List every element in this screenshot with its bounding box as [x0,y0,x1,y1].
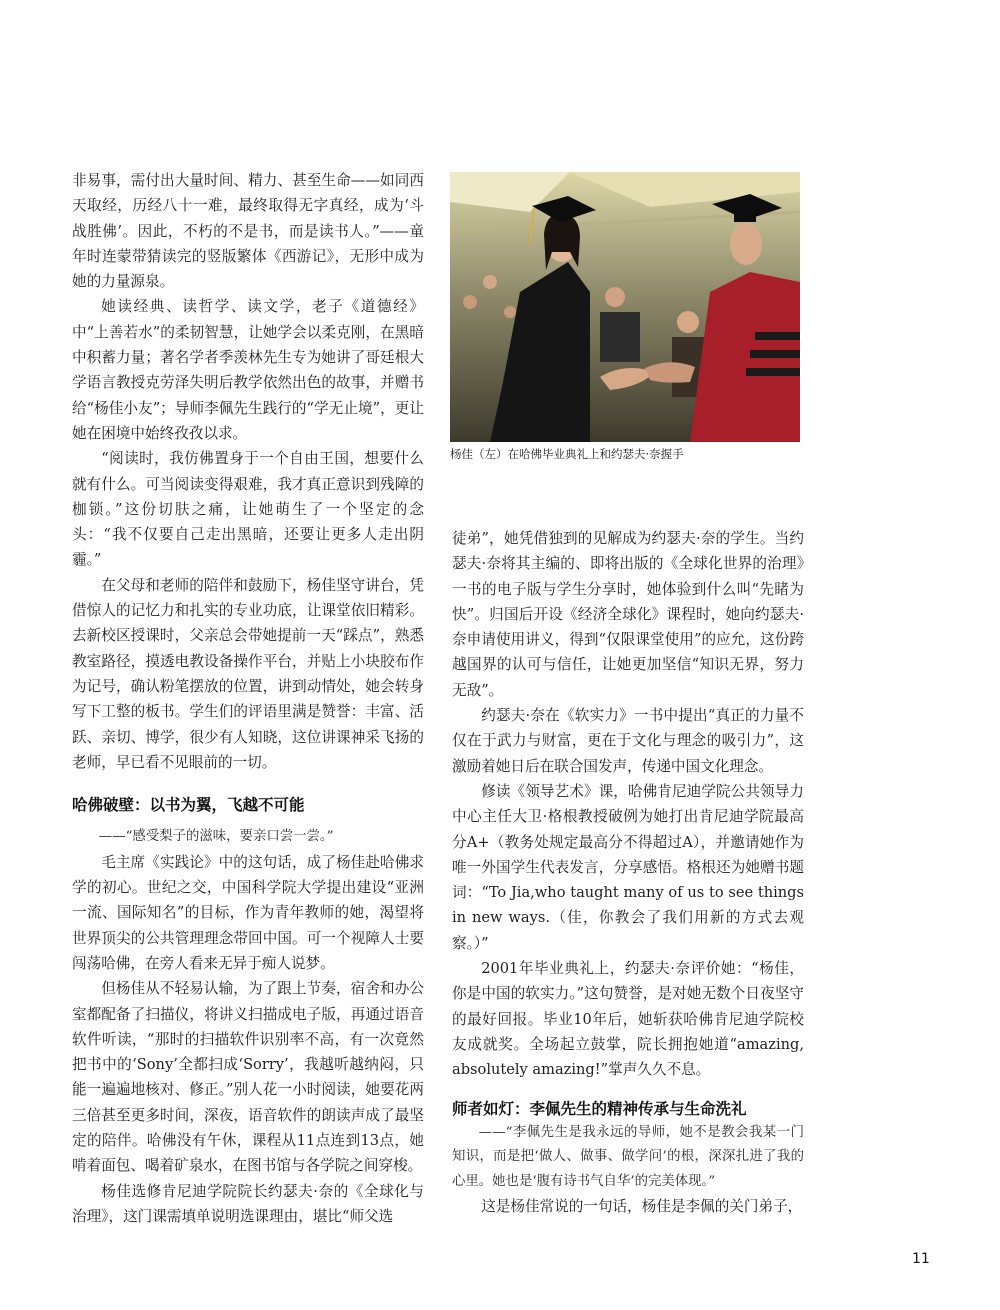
photo-caption: 杨佳（左）在哈佛毕业典礼上和约瑟夫·奈握手 [450,447,684,461]
body-paragraph: 她读经典、读哲学、读文学，老子《道德经》中“上善若水”的柔韧智慧，让她学会以柔克刚，在黑暗中积蓄力量；著名学者季羡林先生专为她讲了哥廷根大学语言教授克劳泽失明后教学依然出色的故事，并赠书给“杨佳小友”；导师李佩先生践行的“学无止境”，更让她在困境中始终孜孜以求。 [72,298,424,442]
section-heading: 师者如灯：李佩先生的精神传承与生命洗礼 [452,1099,747,1118]
section-quote: ——“李佩先生是我永远的导师，她不是教会我某一门知识，而是把‘做人、做事、做学问’的根，深深扎进了我的心里。她也是‘腹有诗书气自华’的完美体现。” [452,1124,804,1189]
body-paragraph: 在父母和老师的陪伴和鼓励下，杨佳坚守讲台，凭借惊人的记忆力和扎实的专业功底，让课堂依旧精彩。去新校区授课时，父亲总会带她提前一天“踩点”，熟悉教室路径，摸透电教设备操作平台，并贴上小块胶布作为记号，确认粉笔摆放的位置，讲到动情处，她会转身写下工整的板书。学生们的评语里满是赞誉：丰富、活跃、亲切、博学，很少有人知晓，这位讲课神采飞扬的老师，早已看不见眼前的一切。 [72,576,424,771]
left-column [72,168,424,1229]
section-heading: 哈佛破壁：以书为翼，飞越不可能 [72,796,305,815]
body-paragraph: 但杨佳从不轻易认输，为了跟上节奏，宿舍和办公室都配备了扫描仪，将讲义扫描成电子版，再通过语音软件听读，“那时的扫描软件识别率不高，有一次竟然把书中的‘Sony’全都扫成‘Sorry’，我越听越纳闷，只能一遍遍地核对、修正。”别人花一小时阅读，她要花两三倍甚至更多时间，深夜，语音软件的朗读声成了最坚定的陪伴。哈佛没有午休，课程从11点连到13点，她啃着面包、喝着矿泉水，在图书馆与各学院之间穿梭。 [72,980,424,1175]
body-paragraph: 2001年毕业典礼上，约瑟夫·奈评价她：“杨佳，你是中国的软实力。”这句赞誉，是对她无数个日夜坚守的最好回报。毕业10年后，她斩获哈佛肯尼迪学院校友成就奖。全场起立鼓掌，院长拥抱她道“amazing, absolutely amazing!”掌声久久不息。 [452,960,804,1079]
body-paragraph: 约瑟夫·奈在《软实力》一书中提出“真正的力量不仅在于武力与财富，更在于文化与理念的吸引力”，这激励着她日后在联合国发声，传递中国文化理念。 [452,707,804,775]
graduation-photo [450,172,800,442]
body-paragraph: 这是杨佳常说的一句话，杨佳是李佩的关门弟子， [481,1198,803,1216]
page-number: 11 [912,1251,930,1267]
right-column [452,526,804,1220]
body-paragraph: 徒弟”，她凭借独到的见解成为约瑟夫·奈的学生。当约瑟夫·奈将其主编的、即将出版的《全球化世界的治理》一书的电子版与学生分享时，她体验到什么叫“先睹为快”。归国后开设《经济全球化》课程时，她向约瑟夫·奈申请使用讲义，得到“仅限课堂使用”的应允，这份跨越国界的认可与信任，让她更加坚信“知识无界，努力无敌”。 [452,530,804,699]
body-paragraph: 杨佳选修肯尼迪学院院长约瑟夫·奈的《全球化与治理》，这门课需填单说明选课理由，堪比“师父选 [72,1182,424,1225]
body-paragraph: 非易事，需付出大量时间、精力、甚至生命——如同西天取经，历经八十一难，最终取得无字真经，成为‘斗战胜佛’。因此，不朽的不是书，而是读书人。”——童年时连蒙带猜读完的竖版繁体《西游记》，无形中成为她的力量源泉。 [72,172,424,291]
body-paragraph: 毛主席《实践论》中的这句话，成了杨佳赴哈佛求学的初心。世纪之交，中国科学院大学提出建设“亚洲一流、国际知名”的目标，作为青年教师的她，渴望将世界顶尖的公共管理理念带回中国。可一个视障人士要闯荡哈佛，在旁人看来无异于痴人说梦。 [72,853,424,972]
body-paragraph: 修读《领导艺术》课，哈佛肯尼迪学院公共领导力中心主任大卫·格根教授破例为她打出肯尼迪学院最高分A+（教务处规定最高分不得超过A），并邀请她作为唯一外国学生代表发言，分享感悟。格根还为她赠书题词：“To Jia,who taught many of us to see things in new ways.（佳，你教会了我们用新的方式去观察。）” [452,782,804,952]
section-quote: ——“感受梨子的滋味，要亲口尝一尝。” [98,829,334,845]
body-paragraph: “阅读时，我仿佛置身于一个自由王国，想要什么就有什么。可当阅读变得艰难，我才真正意识到残障的枷锁。”这份切肤之痛，让她萌生了一个坚定的念头：“我不仅要自己走出黑暗，还要让更多人走出阴霾。” [72,450,424,569]
